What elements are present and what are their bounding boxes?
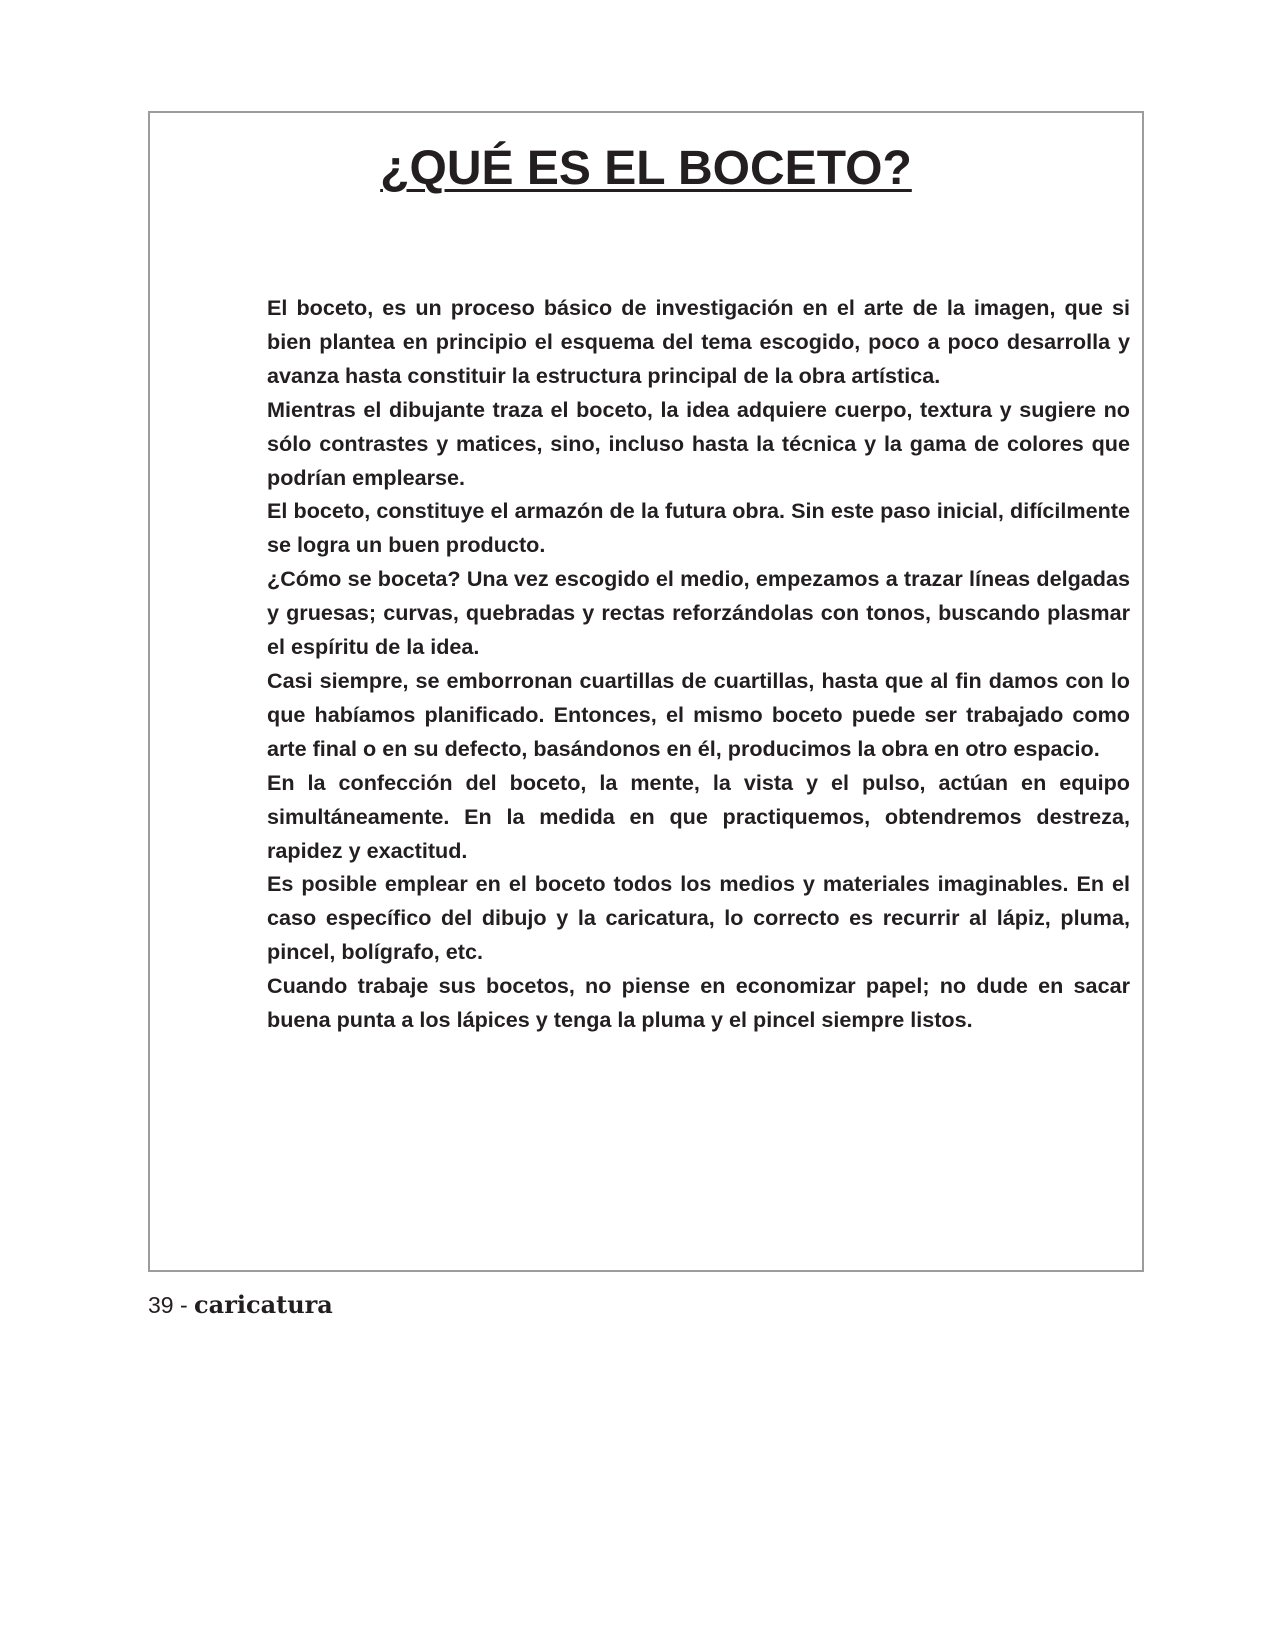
paragraph: Mientras el dibujante traza el boceto, la idea adquiere cuerpo, textura y sugiere no sólo contrastes y matices, sino, incluso hasta la técnica y la gama de colores que podrían emplearse. [267,396,1130,490]
paragraph: El boceto, constituye el armazón de la futura obra. Sin este paso inicial, difícilmente se logra un buen producto. [267,498,1130,558]
paragraph: En la confección del boceto, la mente, la vista y el pulso, actúan en equipo simultáneamente. En la medida en que practiquemos, obtendremos destreza, rapidez y exactitud. [267,769,1130,863]
body-text [267,291,1130,1037]
page-number: 39 - [148,1292,195,1318]
paragraph: Es posible emplear en el boceto todos los medios y materiales imaginables. En el caso específico del dibujo y la caricatura, lo correcto es recurrir al lápiz, pluma, pincel, bolígrafo, etc. [267,871,1130,965]
paragraph: ¿Cómo se boceta? Una vez escogido el medio, empezamos a trazar líneas delgadas y gruesas; curvas, quebradas y rectas reforzándolas con tonos, buscando plasmar el espíritu de la idea. [267,566,1130,660]
book-title: caricatura [194,1290,333,1319]
paragraph: El boceto, es un proceso básico de investigación en el arte de la imagen, que si bien plantea en principio el esquema del tema escogido, poco a poco desarrolla y avanza hasta constituir la estructura principal de la obra artística. [267,295,1130,388]
page-footer [148,1291,333,1319]
content-frame [148,111,1144,1272]
page-title: ¿QUÉ ES EL BOCETO? [380,142,912,195]
paragraph: Casi siempre, se emborronan cuartillas de cuartillas, hasta que al fin damos con lo que habíamos planificado. Entonces, el mismo boceto puede ser trabajado como arte final o en su defecto, basándonos en él, producimos la obra en otro espacio. [267,667,1130,761]
paragraph: Cuando trabaje sus bocetos, no piense en economizar papel; no dude en sacar buena punta a los lápices y tenga la pluma y el pincel siempre listos. [267,973,1130,1033]
